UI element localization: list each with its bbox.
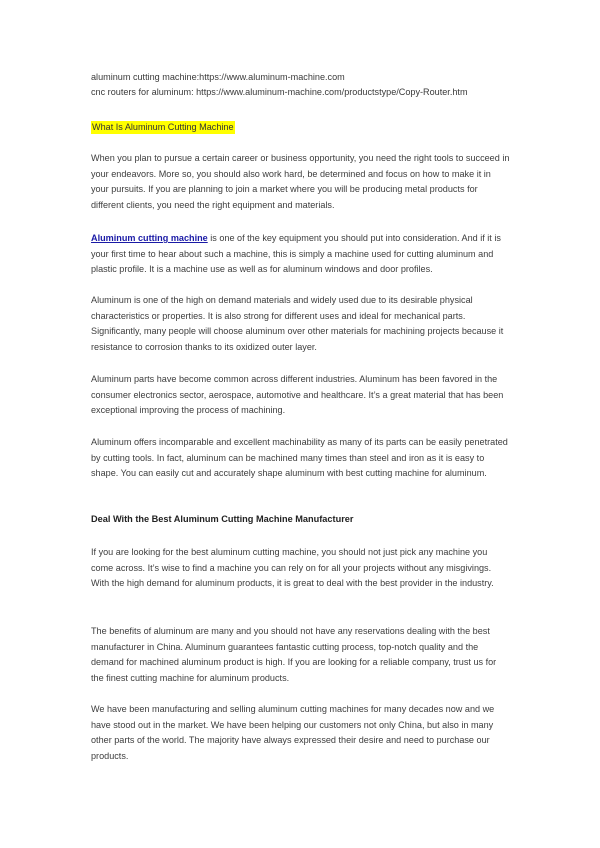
- meta-line-1: aluminum cutting machine:https://www.aluminum-machine.com: [91, 72, 345, 82]
- meta-line-2: cnc routers for aluminum: https://www.aluminum-machine.com/productstype/Copy-Router.htm: [91, 87, 468, 97]
- paragraph-6: If you are looking for the best aluminum cutting machine, you should not just pick any machine you come across. It’s wise to find a machine you can rely on for all your projects without any misgivings. With the high demand for aluminum products, it is great to deal with the best provider in the industry.: [91, 547, 494, 589]
- paragraph-1: When you plan to pursue a certain career or business opportunity, you need the right tools to succeed in your endeavors. More so, you should also work hard, be determined and focus on how to make it in your pursuits. If you are planning to join a market where you will be producing metal products for different clients, you need the right equipment and materials.: [91, 153, 510, 210]
- paragraph-7: The benefits of aluminum are many and you should not have any reservations dealing with the best manufacturer in China. Aluminum guarantees fantastic cutting process, top-notch quality and the demand for machined aluminum product is high. If you are looking for a reliable company, trust us for the finest cutting machine for aluminum products.: [91, 626, 497, 683]
- paragraph-5: Aluminum offers incomparable and excellent machinability as many of its parts can be easily penetrated by cutting tools. In fact, aluminum can be machined many times than steel and iron as it is easy to shape. You can easily cut and accurately shape aluminum with best cutting machine for aluminum.: [91, 437, 508, 479]
- aluminum-cutting-machine-link[interactable]: Aluminum cutting machine: [91, 233, 208, 243]
- section-subheading: Deal With the Best Aluminum Cutting Machine Manufacturer: [91, 514, 354, 524]
- highlighted-heading: What Is Aluminum Cutting Machine: [92, 122, 234, 132]
- source-links: [91, 70, 468, 100]
- paragraph-3: Aluminum is one of the high on demand materials and widely used due to its desirable physical characteristics or properties. It is also strong for different uses and ideal for mechanical parts. Significantly, many people will choose aluminum over other materials for machining projects because it resistance to corrosion thanks to its oxidized outer layer.: [91, 295, 504, 352]
- paragraph-8: We have been manufacturing and selling aluminum cutting machines for many decades now and we have stood out in the market. We have been helping our customers not only China, but also in many other parts of the world. The majority have always expressed their desire and need to purchase our products.: [91, 704, 495, 761]
- paragraph-2-text: is one of the key equipment you should put into consideration. And if it is your first time to hear about such a machine, this is simply a machine used for cutting aluminum and plastic profile. It is a machine use as well as for aluminum windows and door profiles.: [91, 233, 501, 275]
- paragraph-2: [91, 231, 511, 278]
- paragraph-4: Aluminum parts have become common across different industries. Aluminum has been favored in the consumer electronics sector, aerospace, automotive and healthcare. It’s a great material that has been exceptional improving the process of machining.: [91, 374, 504, 416]
